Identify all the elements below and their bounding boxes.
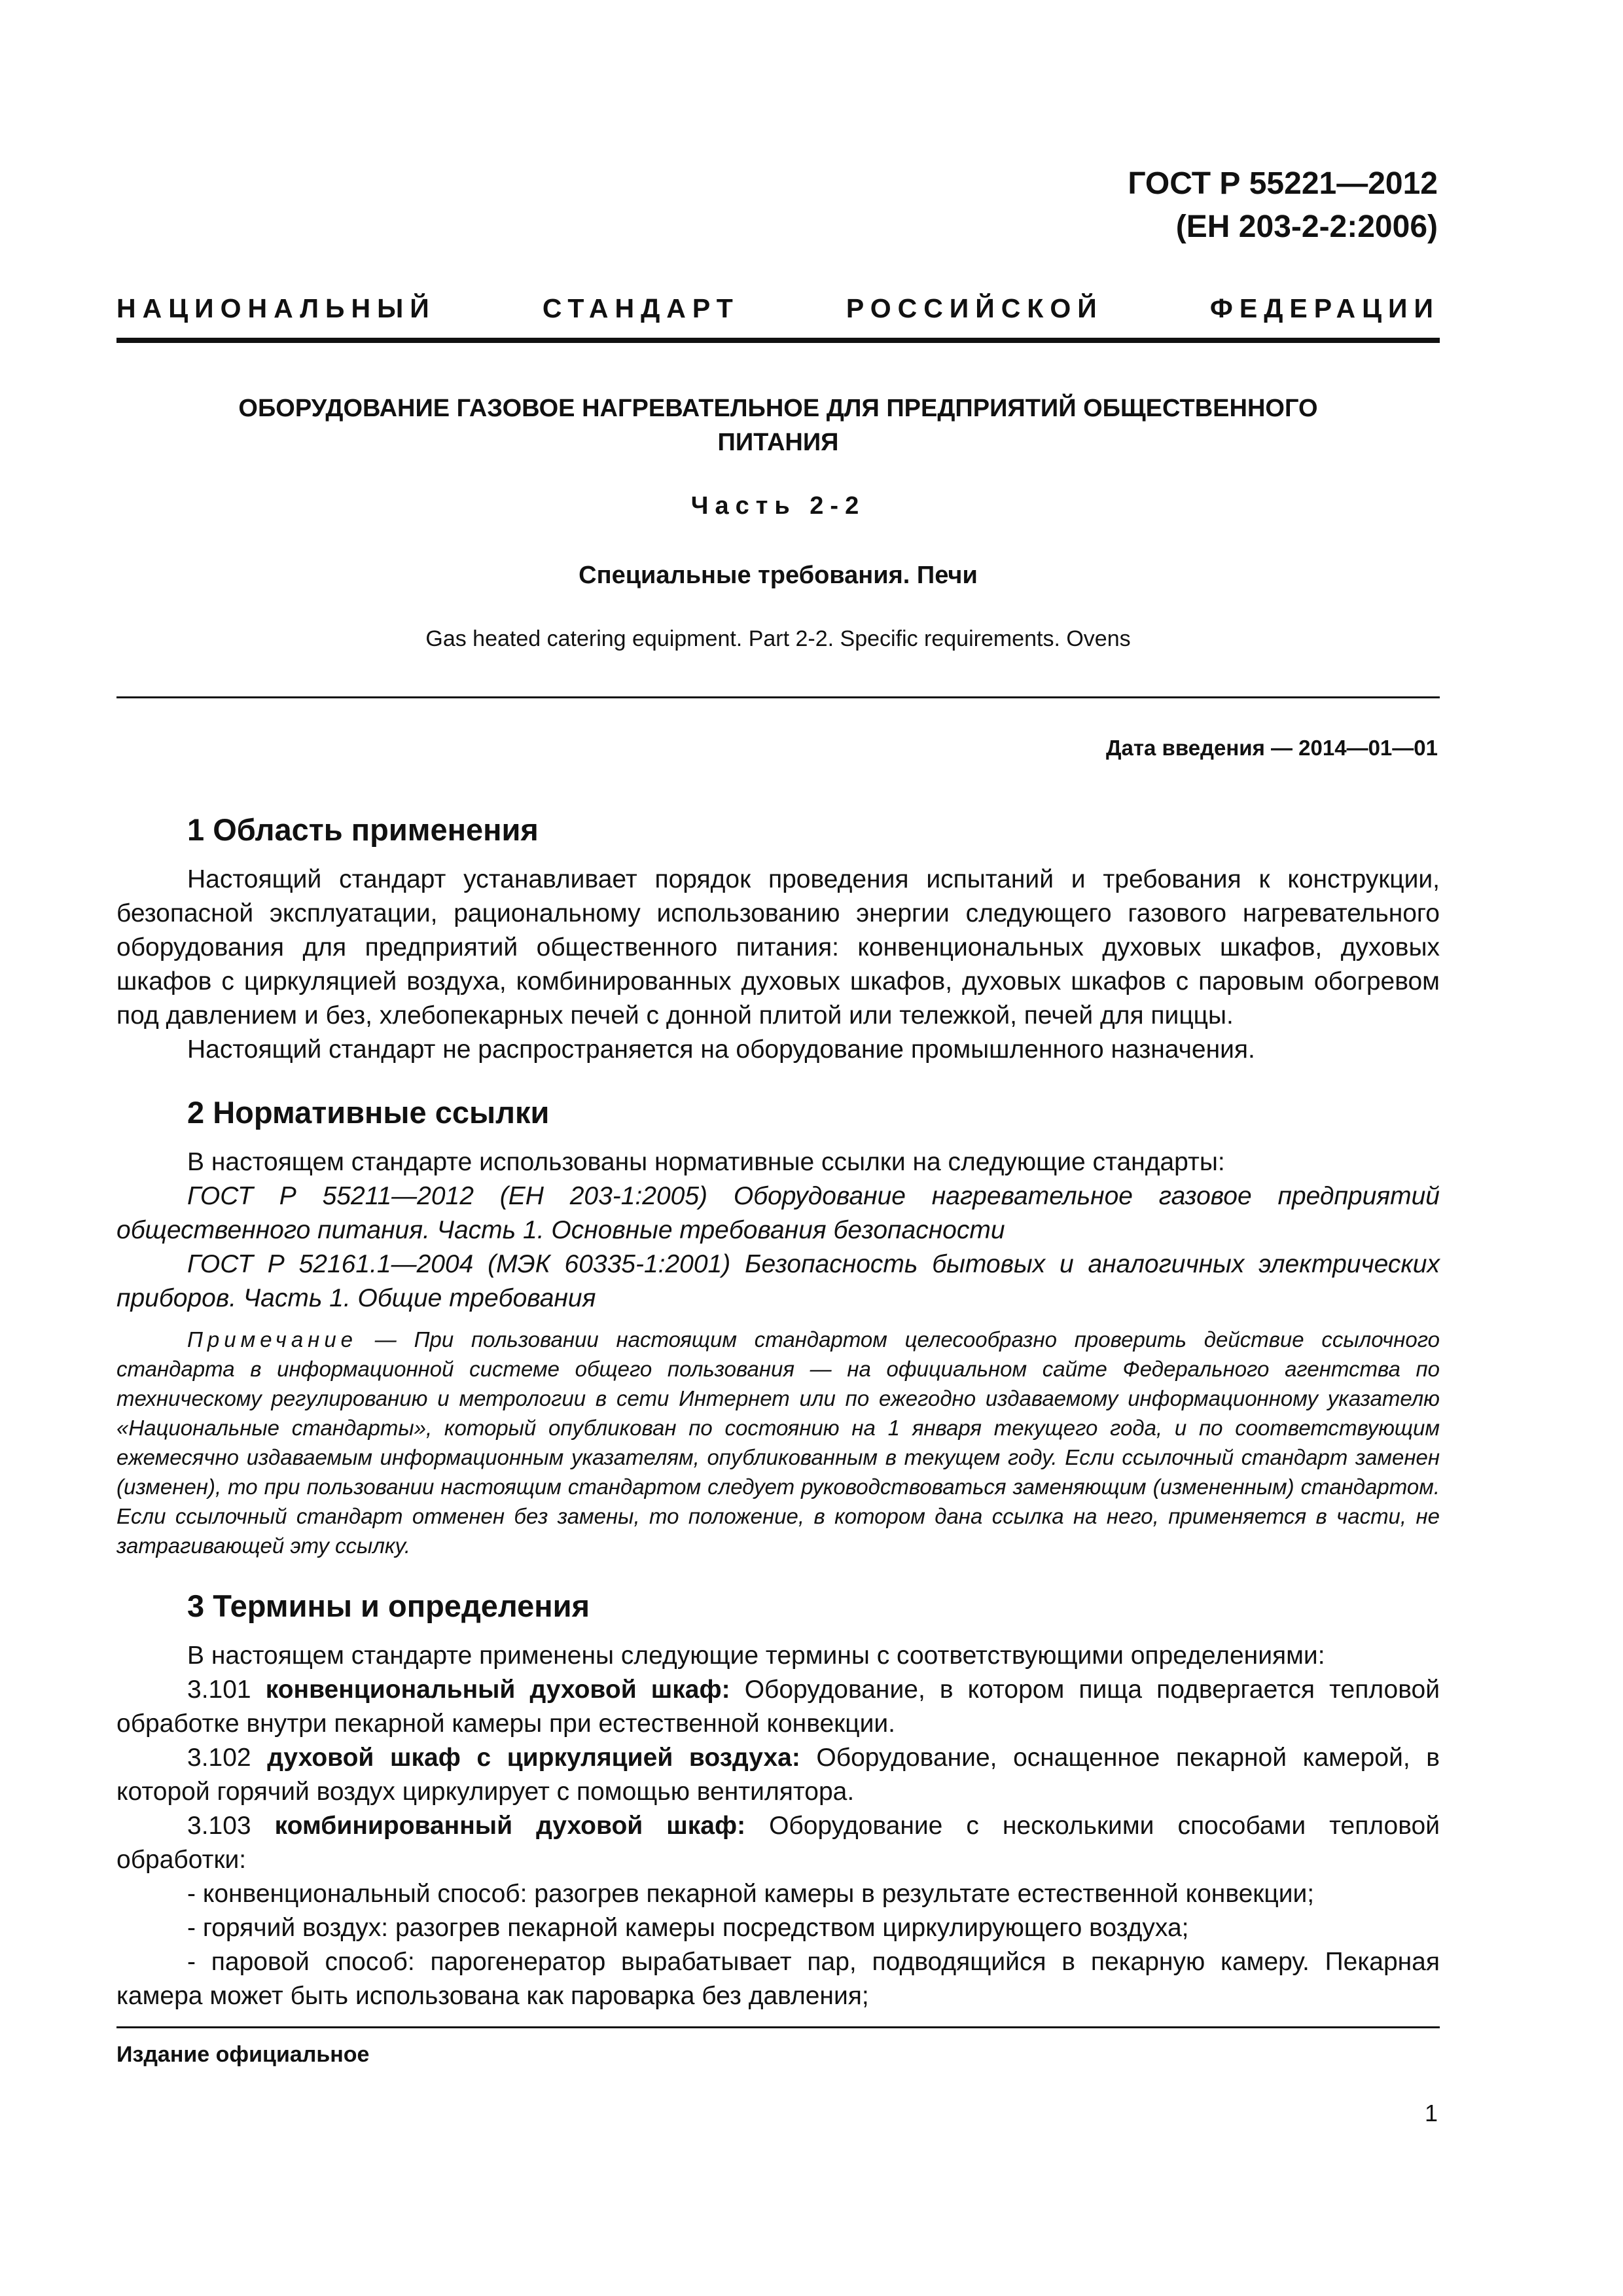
- page-number: 1: [1424, 2100, 1438, 2126]
- section-scope: [116, 809, 1440, 1067]
- section-normative-references: [116, 1092, 1440, 1560]
- english-title: Gas heated catering equipment. Part 2-2. Specific requirements. Ovens: [425, 626, 1131, 651]
- term-name: духовой шкаф с циркуляцией воздуха:: [267, 1744, 800, 1772]
- title-line-2: ПИТАНИЯ: [717, 429, 839, 456]
- note-label: Примечание: [187, 1327, 358, 1352]
- term-name: комбинированный духовой шкаф:: [274, 1812, 746, 1840]
- header-rule: [116, 338, 1440, 343]
- introduction-date: Дата введения — 2014—01—01: [1106, 736, 1438, 760]
- section-heading: 3 Термины и определения: [187, 1588, 590, 1623]
- list-item: - горячий воздух: разогрев пекарной камеры посредством циркулирующего воздуха;: [187, 1914, 1189, 1942]
- section-terms: [116, 1585, 1440, 2013]
- term-number: 3.101: [187, 1676, 251, 1704]
- section-heading: 2 Нормативные ссылки: [187, 1095, 550, 1130]
- title-rule: [116, 696, 1440, 698]
- note-text: — При пользовании настоящим стандартом целесообразно проверить действие ссылочного стандарта в информационной системе общего пользования — на официальном сайте Федерального агентства по техническому регулированию и метрологии в сети Интернет или по ежегодно издаваемому информационному указателю «Национальные стандарты», который опубликован по состоянию на 1 января текущего года, и по соответствующим ежемесячно издаваемым информационным указателям, опубликованным в текущем году. Если ссылочный стандарт заменен (изменен), то при пользовании настоящим стандартом следует руководствоваться заменяющим (измененным) стандартом. Если ссылочный стандарт отменен без замены, то положение, в котором дана ссылка на него, применяется в части, не затрагивающей эту ссылку.: [116, 1327, 1440, 1558]
- document-body: [116, 809, 1440, 2013]
- document-number: [1128, 162, 1438, 249]
- paragraph: Настоящий стандарт устанавливает порядок проведения испытаний и требования к конструкции, безопасной эксплуатации, рациональному использованию энергии следующего газового нагревательного оборудования для предприятий общественного питания: конвенциональных духовых шкафов, духовых шкафов с циркуляцией воздуха, комбинированных духовых шкафов, духовых шкафов с паровым обогревом под давлением и без, хлебопекарных печей с донной плитой или тележкой, печей для пиццы.: [116, 865, 1440, 1030]
- term-number: 3.102: [187, 1744, 251, 1772]
- document-title: [116, 391, 1440, 459]
- list-item: - паровой способ: парогенератор вырабатывает пар, подводящийся в пекарную камеру. Пекарная камера может быть использована как пароварка без давления;: [116, 1948, 1440, 2010]
- paragraph: Настоящий стандарт не распространяется на оборудование промышленного назначения.: [187, 1035, 1255, 1064]
- term-entry: [116, 1741, 1440, 1809]
- term-definition: Оборудование, в котором пища подвергается тепловой обработке внутри пекарной камеры при естественной конвекции.: [116, 1676, 1440, 1738]
- term-entry: [116, 1673, 1440, 1741]
- title-line-1: ОБОРУДОВАНИЕ ГАЗОВОЕ НАГРЕВАТЕЛЬНОЕ ДЛЯ ПРЕДПРИЯТИЙ ОБЩЕСТВЕННОГО: [238, 395, 1318, 422]
- note: [116, 1325, 1440, 1560]
- term-definition: Оборудование с несколькими способами тепловой обработки:: [116, 1812, 1440, 1874]
- term-entry: [116, 1809, 1440, 1877]
- national-standard-banner: НАЦИОНАЛЬНЫЙ СТАНДАРТ РОССИЙСКОЙ ФЕДЕРАЦИИ: [116, 293, 1440, 323]
- paragraph: В настоящем стандарте применены следующие термины с соответствующими определениями:: [187, 1641, 1325, 1670]
- en-number: (ЕН 203-2-2:2006): [1175, 209, 1438, 244]
- list-item: - конвенциональный способ: разогрев пекарной камеры в результате естественной конвекции;: [187, 1880, 1315, 1908]
- part-label: Часть 2-2: [690, 492, 866, 520]
- official-edition-label: Издание официальное: [116, 2042, 370, 2067]
- footer-rule: [116, 2026, 1440, 2028]
- document-subtitle: Специальные требования. Печи: [579, 562, 978, 589]
- term-definition: Оборудование, оснащенное пекарной камерой, в которой горячий воздух циркулирует с помощью вентилятора.: [116, 1744, 1440, 1806]
- term-number: 3.103: [187, 1812, 251, 1840]
- section-heading: 1 Область применения: [187, 812, 539, 847]
- paragraph: В настоящем стандарте использованы нормативные ссылки на следующие стандарты:: [187, 1148, 1225, 1176]
- term-name: конвенциональный духовой шкаф:: [265, 1676, 730, 1704]
- gost-number: ГОСТ Р 55221—2012: [1128, 166, 1438, 201]
- reference-item: ГОСТ Р 52161.1—2004 (МЭК 60335-1:2001) Безопасность бытовых и аналогичных электрических приборов. Часть 1. Общие требования: [116, 1250, 1440, 1312]
- reference-item: ГОСТ Р 55211—2012 (ЕН 203-1:2005) Оборудование нагревательное газовое предприятий общественного питания. Часть 1. Основные требования безопасности: [116, 1182, 1440, 1244]
